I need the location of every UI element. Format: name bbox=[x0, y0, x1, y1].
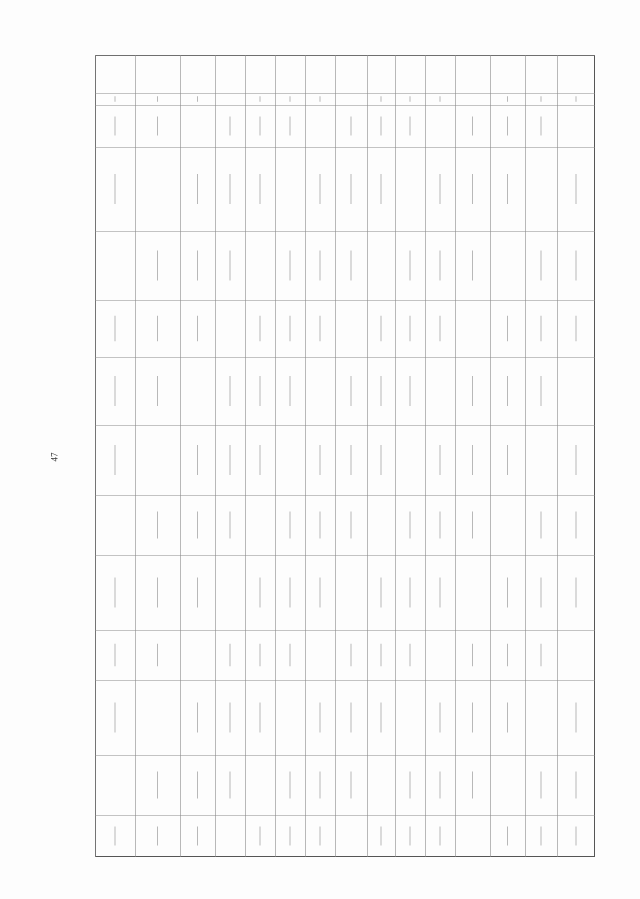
rotated-data-table bbox=[95, 55, 595, 857]
page-number: 47 bbox=[49, 452, 60, 462]
table-grid bbox=[95, 55, 595, 857]
table-border bbox=[96, 56, 595, 857]
column-rules bbox=[96, 55, 596, 857]
row-rules bbox=[95, 56, 595, 858]
cell-contents bbox=[115, 96, 576, 845]
